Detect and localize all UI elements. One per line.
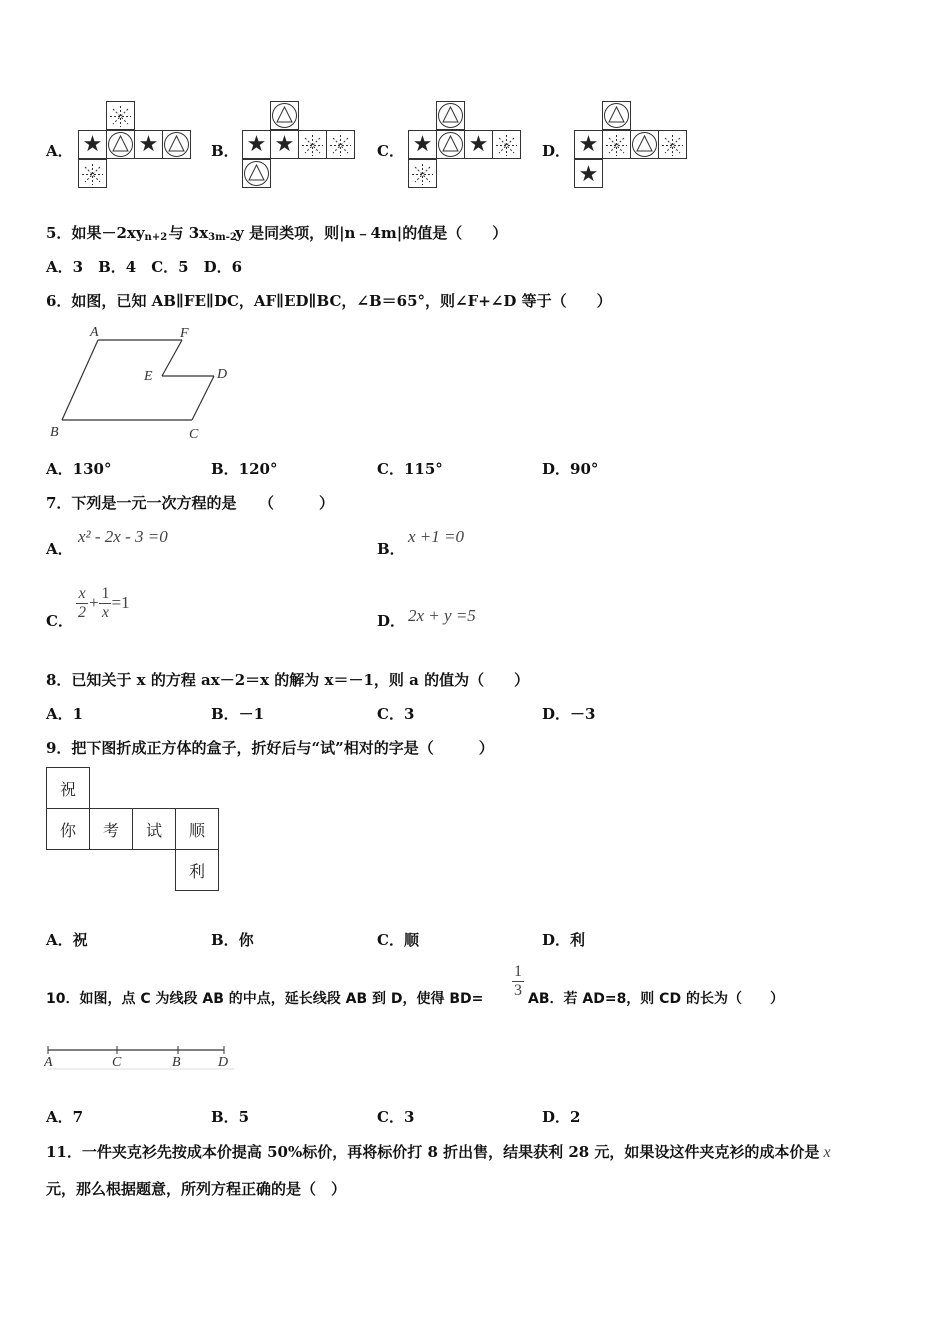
- q10-option-a[interactable]: A．7: [46, 1108, 84, 1126]
- q8-stem: 8．已知关于 x 的方程 ax－2＝x 的解为 x＝－1，则 a 的值为（ ）: [46, 671, 530, 689]
- q9-option-c[interactable]: C．顺: [377, 931, 419, 949]
- q8-option-c[interactable]: C．3: [377, 705, 415, 723]
- q4-label-d: D．: [542, 142, 571, 160]
- q4-net-c: [408, 100, 524, 190]
- q6-option-d[interactable]: D．90°: [542, 460, 599, 478]
- q9-net-cell: 你: [47, 809, 90, 850]
- q4-net-a: [78, 100, 194, 190]
- q6-label-a: A: [90, 325, 99, 340]
- q7-option-a[interactable]: A．: [46, 540, 73, 558]
- q8-option-d[interactable]: D．－3: [542, 705, 596, 723]
- q9-stem: 9．把下图折成正方体的盒子，折好后与“试”相对的字是（ ）: [46, 739, 494, 757]
- q6-label-e: E: [144, 369, 153, 384]
- q10-option-b[interactable]: B．5: [211, 1108, 250, 1126]
- q9-net-top: 祝: [47, 768, 90, 809]
- q9-cube-net: [46, 767, 219, 891]
- q6-figure: [44, 320, 244, 445]
- q10-figure: [44, 1040, 234, 1072]
- svg-text:★: ★: [578, 162, 599, 187]
- q10-option-d[interactable]: D．2: [542, 1108, 581, 1126]
- q10-label-a: A: [44, 1055, 53, 1070]
- q6-label-c: C: [189, 427, 199, 442]
- q9-net-cell: 顺: [176, 809, 219, 850]
- q4-label-a: A．: [46, 142, 73, 160]
- q7-option-d[interactable]: D．: [377, 612, 406, 630]
- q6-label-b: B: [50, 425, 59, 440]
- q9-net-cell: 考: [90, 809, 133, 850]
- svg-text:★: ★: [138, 132, 159, 157]
- q10-stem: 10．如图，点 C 为线段 AB 的中点，延长线段 AB 到 D，使得 BD=: [46, 991, 484, 1007]
- svg-text:★: ★: [468, 132, 489, 157]
- svg-text:★: ★: [246, 132, 267, 157]
- q10-fraction: $\frac{1}{3}$: [514, 963, 522, 999]
- q6-option-b[interactable]: B．120°: [211, 460, 278, 478]
- burst-symbol: [110, 106, 131, 127]
- svg-text:★: ★: [578, 132, 599, 157]
- svg-text:★: ★: [412, 132, 433, 157]
- q5-options[interactable]: A．3 B．4 C．5 D．6: [46, 258, 243, 276]
- q4-net-b: [242, 100, 358, 190]
- q7-equation-b: x +1 =0: [408, 527, 464, 546]
- svg-text:★: ★: [82, 132, 103, 157]
- q7-option-c[interactable]: C．: [46, 612, 73, 630]
- q10-stem-rest: AB．若 AD=8，则 CD 的长为（ ）: [528, 991, 784, 1007]
- q11-stem-line1: 11．一件夹克衫先按成本价提高 50%标价，再将标价打 8 折出售，结果获利 28 元，如果设这件夹克衫的成本价是 x: [46, 1143, 831, 1161]
- q7-stem: 7．下列是一元一次方程的是 （ ）: [46, 494, 334, 512]
- q4-net-d: [574, 100, 690, 190]
- q6-option-c[interactable]: C．115°: [377, 460, 443, 478]
- q7-option-b[interactable]: B．: [377, 540, 405, 558]
- q8-option-a[interactable]: A．1: [46, 705, 84, 723]
- q6-label-d: D: [217, 367, 228, 382]
- q4-label-b: B．: [211, 142, 239, 160]
- q6-option-a[interactable]: A．130°: [46, 460, 112, 478]
- q8-option-b[interactable]: B．－1: [211, 705, 265, 723]
- q7-equation-c: $\frac{x}{2}$ + $\frac{1}{x}$ =1: [78, 585, 130, 621]
- q6-stem: 6．如图，已知 AB∥FE∥DC，AF∥ED∥BC，∠B＝65°，则∠F+∠D 等于（ ）: [46, 292, 612, 310]
- q5-number: 5．: [46, 224, 72, 242]
- q4-label-c: C．: [377, 142, 404, 160]
- q10-option-c[interactable]: C．3: [377, 1108, 415, 1126]
- q7-equation-d: 2x + y =5: [408, 606, 476, 625]
- q9-option-a[interactable]: A．祝: [46, 931, 88, 949]
- q9-option-d[interactable]: D．利: [542, 931, 586, 949]
- q7-equation-a: x² - 2x - 3 =0: [78, 527, 168, 546]
- q9-net-cell: 试: [133, 809, 176, 850]
- q6-label-f: F: [180, 326, 189, 341]
- svg-text:★: ★: [274, 132, 295, 157]
- q11-stem-line2: 元，那么根据题意，所列方程正确的是（ ）: [46, 1180, 347, 1198]
- q9-option-b[interactable]: B．你: [211, 931, 254, 949]
- q10-label-d: D: [218, 1055, 229, 1070]
- q5-stem: 5．如果－2xy n+2 与 3x 3m-2 y 是同类项，则|n﹣4m|的值是（ ）: [46, 224, 508, 243]
- q10-label-b: B: [172, 1055, 181, 1070]
- q10-label-c: C: [112, 1055, 122, 1070]
- q9-net-bottom: 利: [176, 850, 219, 891]
